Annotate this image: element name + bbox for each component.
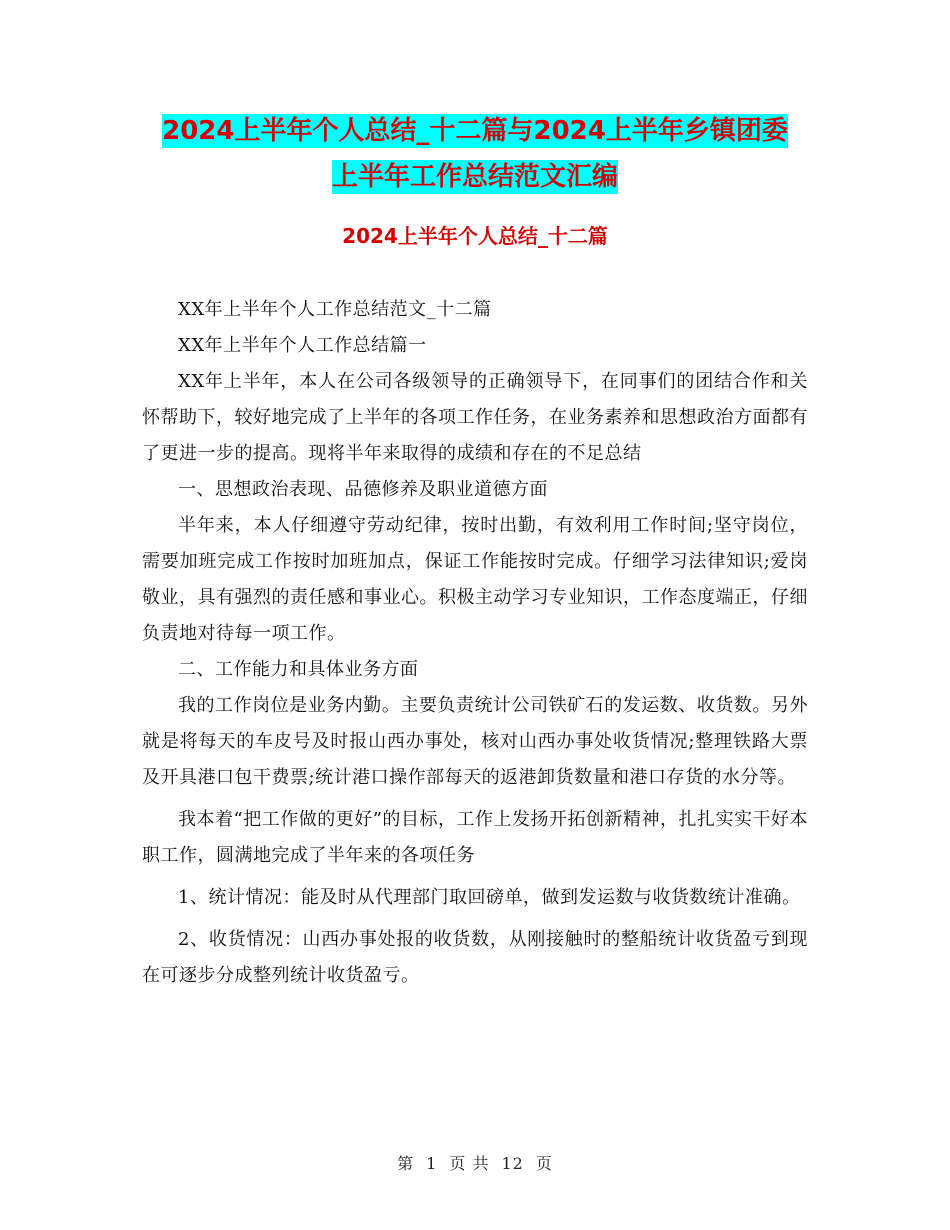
paragraph: 我本着“把工作做的更好”的目标，工作上发扬开拓创新精神，扎扎实实干好本职工作，圆满地完成了半年来的各项任务: [142, 809, 808, 866]
page-footer: [0, 1152, 950, 1176]
title-line-1: 2024上半年个人总结_十二篇与2024上半年乡镇团委: [162, 116, 788, 146]
footer-total-pages: 12: [501, 1154, 524, 1173]
paragraph: 2、收货情况：山西办事处报的收货数，从刚接触时的整船统计收货盈亏到现在可逐步分成整列统计收货盈亏。: [142, 929, 808, 986]
footer-middle: 页 共: [449, 1154, 490, 1173]
section-title: 2024上半年个人总结_十二篇: [342, 224, 608, 248]
paragraph: 我的工作岗位是业务内勤。主要负责统计公司铁矿石的发运数、收货数。另外就是将每天的车皮号及时报山西办事处，核对山西办事处收货情况;整理铁路大票及开具港口包干费票;统计港口操作部每天的返港卸货数量和港口存货的水分等。: [142, 695, 808, 788]
paragraph: XX年上半年，本人在公司各级领导的正确领导下，在同事们的团结合作和关怀帮助下，较好地完成了上半年的各项工作任务，在业务素养和思想政治方面都有了更进一步的提高。现将半年来取得的成绩和存在的不足总结: [142, 371, 808, 464]
footer-suffix: 页: [535, 1154, 553, 1173]
document-body: [142, 292, 808, 994]
paragraph: 二、工作能力和具体业务方面: [178, 659, 419, 680]
paragraph: XX年上半年个人工作总结范文_十二篇: [178, 299, 492, 320]
paragraph: 半年来，本人仔细遵守劳动纪律，按时出勤，有效利用工作时间;坚守岗位，需要加班完成工作按时加班加点，保证工作能按时完成。仔细学习法律知识;爱岗敬业，具有强烈的责任感和事业心。积极主动学习专业知识，工作态度端正，仔细负责地对待每一项工作。: [142, 515, 808, 644]
paragraph: 1、统计情况：能及时从代理部门取回磅单，做到发运数与收货数统计准确。: [178, 887, 801, 908]
paragraph: XX年上半年个人工作总结篇一: [178, 335, 427, 356]
document-title: [140, 108, 810, 200]
footer-page-number: 1: [426, 1154, 438, 1173]
paragraph: 一、思想政治表现、品德修养及职业道德方面: [178, 479, 548, 500]
title-line-2: 上半年工作总结范文汇编: [331, 162, 618, 192]
footer-prefix: 第: [397, 1154, 415, 1173]
